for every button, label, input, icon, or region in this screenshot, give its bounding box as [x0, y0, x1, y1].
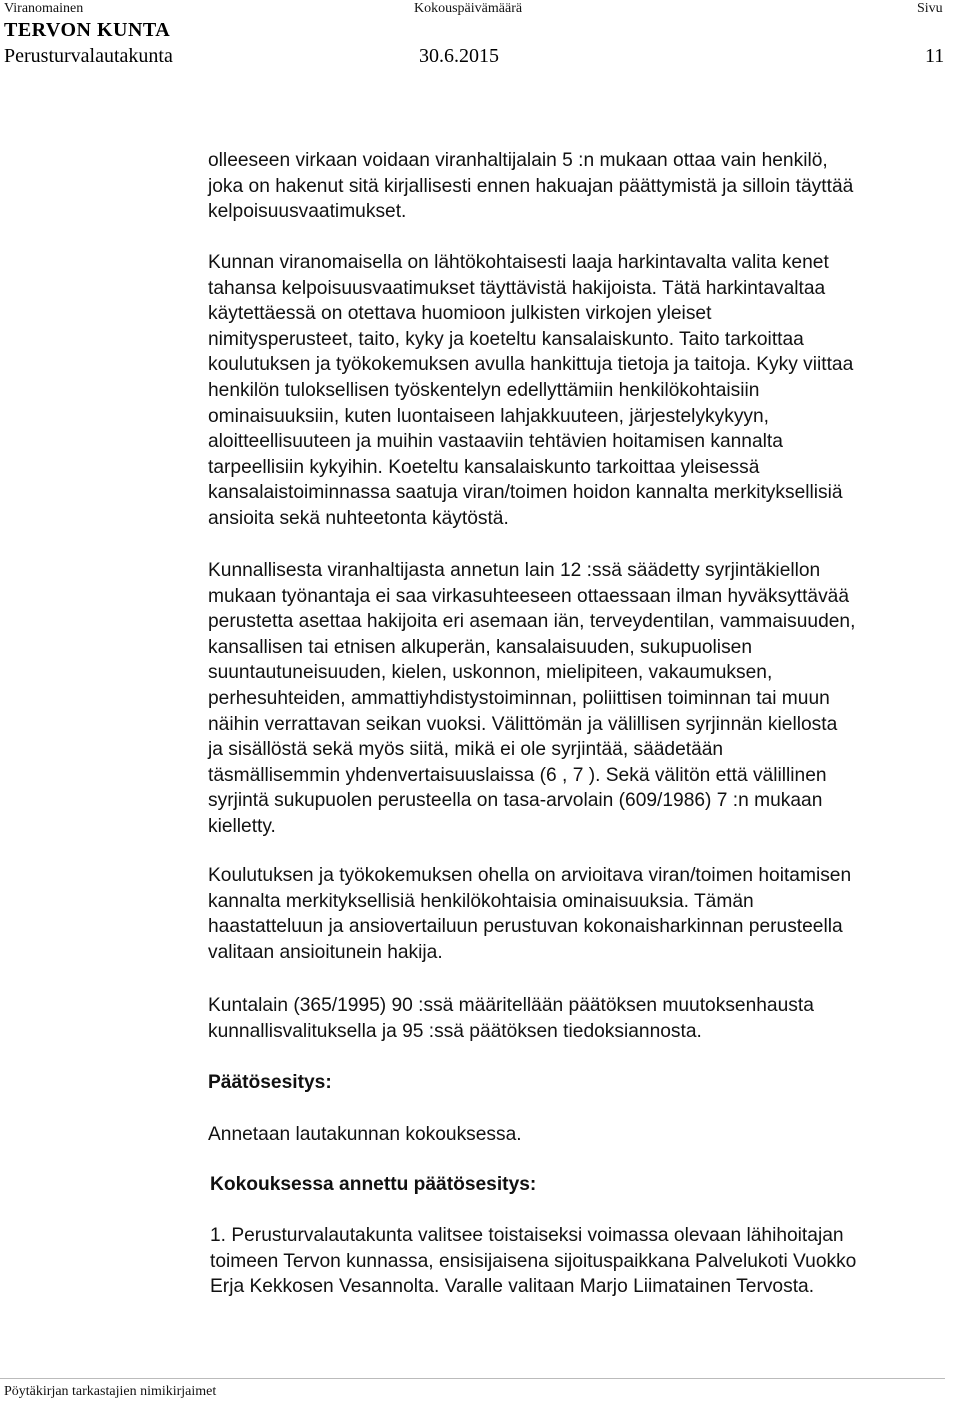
header-label-meeting-date: Kokouspäivämäärä	[414, 1, 523, 16]
paragraph-discretion: Kunnan viranomaisella on lähtökohtaisesti laaja harkintavalta valita kenet tahansa kelpoisuusvaatimukset täyttävistä hakijoista. Tätä harkintavaltaa käytettäessä on otettava huomioon julkisten virkojen yleiset nimitysperusteet, taito, kyky ja koeteltu kansalaiskunto. Taito tarkoittaa koulutuksen ja työkokemuksen avulla hankittuja tietoja ja taitoja. Kyky viittaa henkilön tuloksellisen työskentelyn edellyttämiin henkilökohtaisiin ominaisuuksiin, kuten luontaiseen lahjakkuuteen, järjestelykykyyn, aloitteellisuuteen ja muihin vastaaviin tehtävien hoitamisen kannalta tarpeellisiin kykyihin. Koeteltu kansalaiskunto tarkoittaa yleisessä kansalaistoiminnassa saatuja viran/toimen hoidon kannalta merkityksellisiä ansioita sekä nuhteetonta käytöstä.	[208, 252, 854, 529]
meeting-proposal-heading: Kokouksessa annettu päätösesitys:	[210, 1174, 537, 1195]
meeting-date: 30.6.2015	[419, 45, 499, 67]
footer-divider	[0, 1378, 945, 1379]
page-number: 11	[925, 45, 945, 67]
footer-initials-label: Pöytäkirjan tarkastajien nimikirjaimet	[4, 1384, 217, 1399]
committee-name: Perusturvalautakunta	[4, 45, 173, 67]
decision-text: 1. Perusturvalautakunta valitsee toistaiseksi voimassa olevaan lähihoitajan toimeen Tervon kunnassa, ensisijaisena sijoituspaikkana Palvelukoti Vuokko Erja Kekkosen Vesannolta. Varalle valitaan Marjo Liimatainen Tervosta.	[210, 1225, 857, 1298]
proposal-heading: Päätösesitys:	[208, 1072, 332, 1093]
paragraph-appeal: Kuntalain (365/1995) 90 :ssä määritellään päätöksen muutoksenhausta kunnallisvalituksella ja 95 :ssä päätöksen tiedoksiannosta.	[208, 995, 814, 1042]
paragraph-discrimination: Kunnallisesta viranhaltijasta annetun lain 12 :ssä säädetty syrjintäkiellon mukaan työnantaja ei saa virkasuhteeseen ottaessaan ilman hyväksyttävää perustetta asettaa hakijoita eri asemaan iän, terveydentilan, vammaisuuden, kansallisen tai etnisen alkuperän, kansalaisuuden, sukupuolisen suuntautuneisuuden, kielen, uskonnon, mielipiteen, vakaumuksen, perhesuhteiden, ammattiyhdistystoiminnan, poliittisen toiminnan tai muun näihin verrattavan seikan vuoksi. Välittömän ja välillisen syrjinnän kiellosta ja sisällöstä sekä myös siitä, mikä ei ole syrjintää, säädetään täsmällisemmin yhdenvertaisuuslaissa (6 , 7 ). Sekä välitön että välillinen syrjintä sukupuolen perusteella on tasa-arvolain (609/1986) 7 :n mukaan kielletty.	[208, 560, 856, 837]
municipality-name: TERVON KUNTA	[4, 19, 171, 41]
proposal-text: Annetaan lautakunnan kokouksessa.	[208, 1124, 522, 1145]
paragraph-assessment: Koulutuksen ja työkokemuksen ohella on arvioitava viran/toimen hoitamisen kannalta merkityksellisiä henkilökohtaisia ominaisuuksia. Tämän haastatteluun ja ansiovertailuun perustuvan kokonaisharkinnan perusteella valitaan ansioitunein hakija.	[208, 865, 852, 963]
paragraph-eligibility: olleeseen virkaan voidaan viranhaltijalain 5 :n mukaan ottaa vain henkilö, joka on hakenut sitä kirjallisesti ennen hakuajan päättymistä ja silloin täyttää kelpoisuusvaatimukset.	[208, 150, 854, 223]
header-label-page: Sivu	[917, 1, 943, 16]
header-label-official: Viranomainen	[4, 1, 84, 16]
